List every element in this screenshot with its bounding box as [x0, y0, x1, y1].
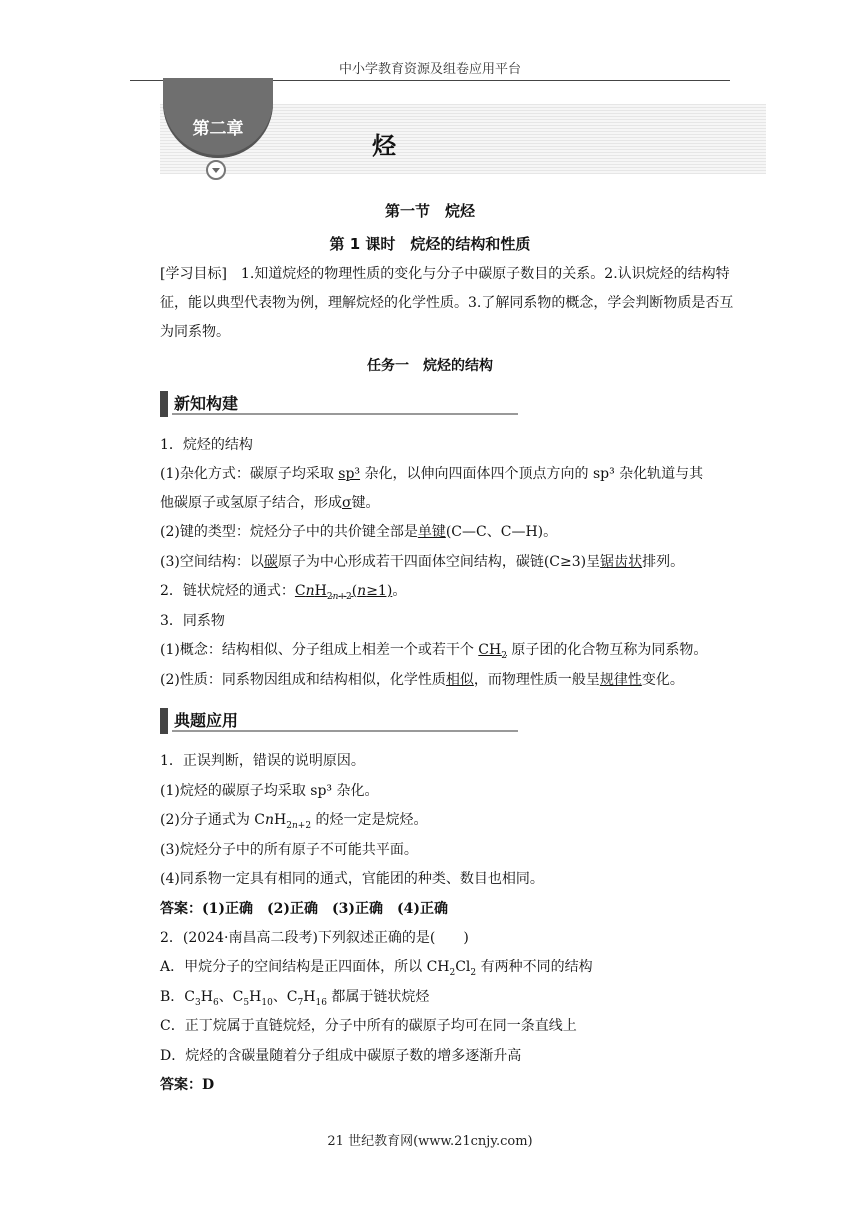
task-title: 任务一 烷烃的结构 — [367, 358, 493, 374]
question-1: 1．正误判断，错误的说明原因。 — [160, 753, 365, 769]
page-footer: 21 世纪教育网(www.21cnjy.com) — [327, 1134, 533, 1149]
question-2: 2．(2024·南昌高二段考)下列叙述正确的是( ) — [160, 930, 469, 946]
answer-blank: 单键 — [417, 524, 446, 540]
option-c: C．正丁烷属于直链烷烃，分子中所有的碳原子均可在同一条直线上 — [160, 1018, 577, 1034]
goals-label: [学习目标] — [160, 266, 227, 282]
general-formula: CnH$_{2n+2}$(n≥1) — [294, 583, 393, 602]
option-b: B．$C_3H_6$、$C_5H_{10}$、$C_7H_{16}$ 都属于链状烷烃 — [160, 989, 430, 1008]
section-heading-new-knowledge: 新知构建 — [160, 391, 518, 417]
answer-blank: sp³ — [338, 466, 361, 482]
bond-type-line: (2)键的类型：烷烃分子中的共价键全部是单键(C—C、C—H)。 — [160, 524, 558, 540]
chapter-label: 第二章 — [192, 119, 244, 139]
chapter-title: 烃 — [372, 132, 396, 160]
answer-1: 答案：(1)正确 (2)正确 (3)正确 (4)正确 — [160, 901, 448, 917]
hybridization-line: (1)杂化方式：碳原子均采取 sp³ 杂化，以伸向四面体四个顶点方向的 sp³ 杂化轨道与其 — [160, 466, 704, 482]
item3-title: 3．同系物 — [160, 613, 225, 629]
item1-title: 1．烷烃的结构 — [160, 437, 253, 453]
question-1-3: (3)烷烃分子中的所有原子不可能共平面。 — [160, 842, 418, 858]
answer-blank: 锯齿状 — [600, 554, 643, 570]
section-heading-typical: 典题应用 — [160, 708, 518, 734]
homolog-property-line: (2)性质：同系物因组成和结构相似，化学性质相似，而物理性质一般呈规律性变化。 — [160, 672, 684, 688]
question-1-2: (2)分子通式为 CnH$_{2n+2}$ 的烃一定是烷烃。 — [160, 812, 428, 831]
goals-text: 1.知道烷烃的物理性质的变化与分子中碳原子数目的关系。2.认识烷烃的结构特征，能以典型代表物为例，理解烷烃的化学性质。3.了解同系物的概念，学会判断物质是否互为同系物。 — [160, 266, 734, 340]
option-d: D．烷烃的含碳量随着分子组成中碳原子数的增多逐渐升高 — [160, 1048, 522, 1064]
lesson-title: 第 1 课时 烷烃的结构和性质 — [329, 235, 531, 253]
general-formula-line: 2．链状烷烃的通式：CnH$_{2n+2}$(n≥1)。 — [160, 583, 407, 602]
option-a: A．甲烷分子的空间结构是正四面体，所以 $CH_2Cl_2$ 有两种不同的结构 — [160, 959, 593, 978]
answer-2: 答案：D — [160, 1077, 215, 1093]
question-1-1: (1)烷烃的碳原子均采取 sp³ 杂化。 — [160, 783, 379, 799]
chapter-banner — [160, 104, 766, 176]
homolog-concept-line: (1)概念：结构相似、分子组成上相差一个或若干个 $CH_2$ 原子团的化合物互称为同系物。 — [160, 642, 708, 661]
spatial-structure-line: (3)空间结构：以碳原子为中心形成若干四面体空间结构，碳链(C≥3)呈锯齿状排列。 — [160, 554, 685, 570]
hybridization-line-2: 他碳原子或氢原子结合，形成σ键。 — [160, 495, 380, 511]
learning-goals — [160, 260, 735, 347]
answer-blank: $CH_2$ — [478, 642, 507, 661]
chevron-down-icon — [206, 160, 226, 180]
answer-blank: 碳 — [263, 554, 278, 570]
question-1-4: (4)同系物一定具有相同的通式，官能团的种类、数目也相同。 — [160, 871, 544, 887]
answer-blank: 相似 — [445, 672, 474, 688]
answer-blank: 规律性 — [599, 672, 642, 688]
section-title: 第一节 烷烃 — [384, 202, 475, 220]
page-header: 中小学教育资源及组卷应用平台 — [338, 62, 521, 77]
answer-blank: σ — [342, 495, 352, 511]
